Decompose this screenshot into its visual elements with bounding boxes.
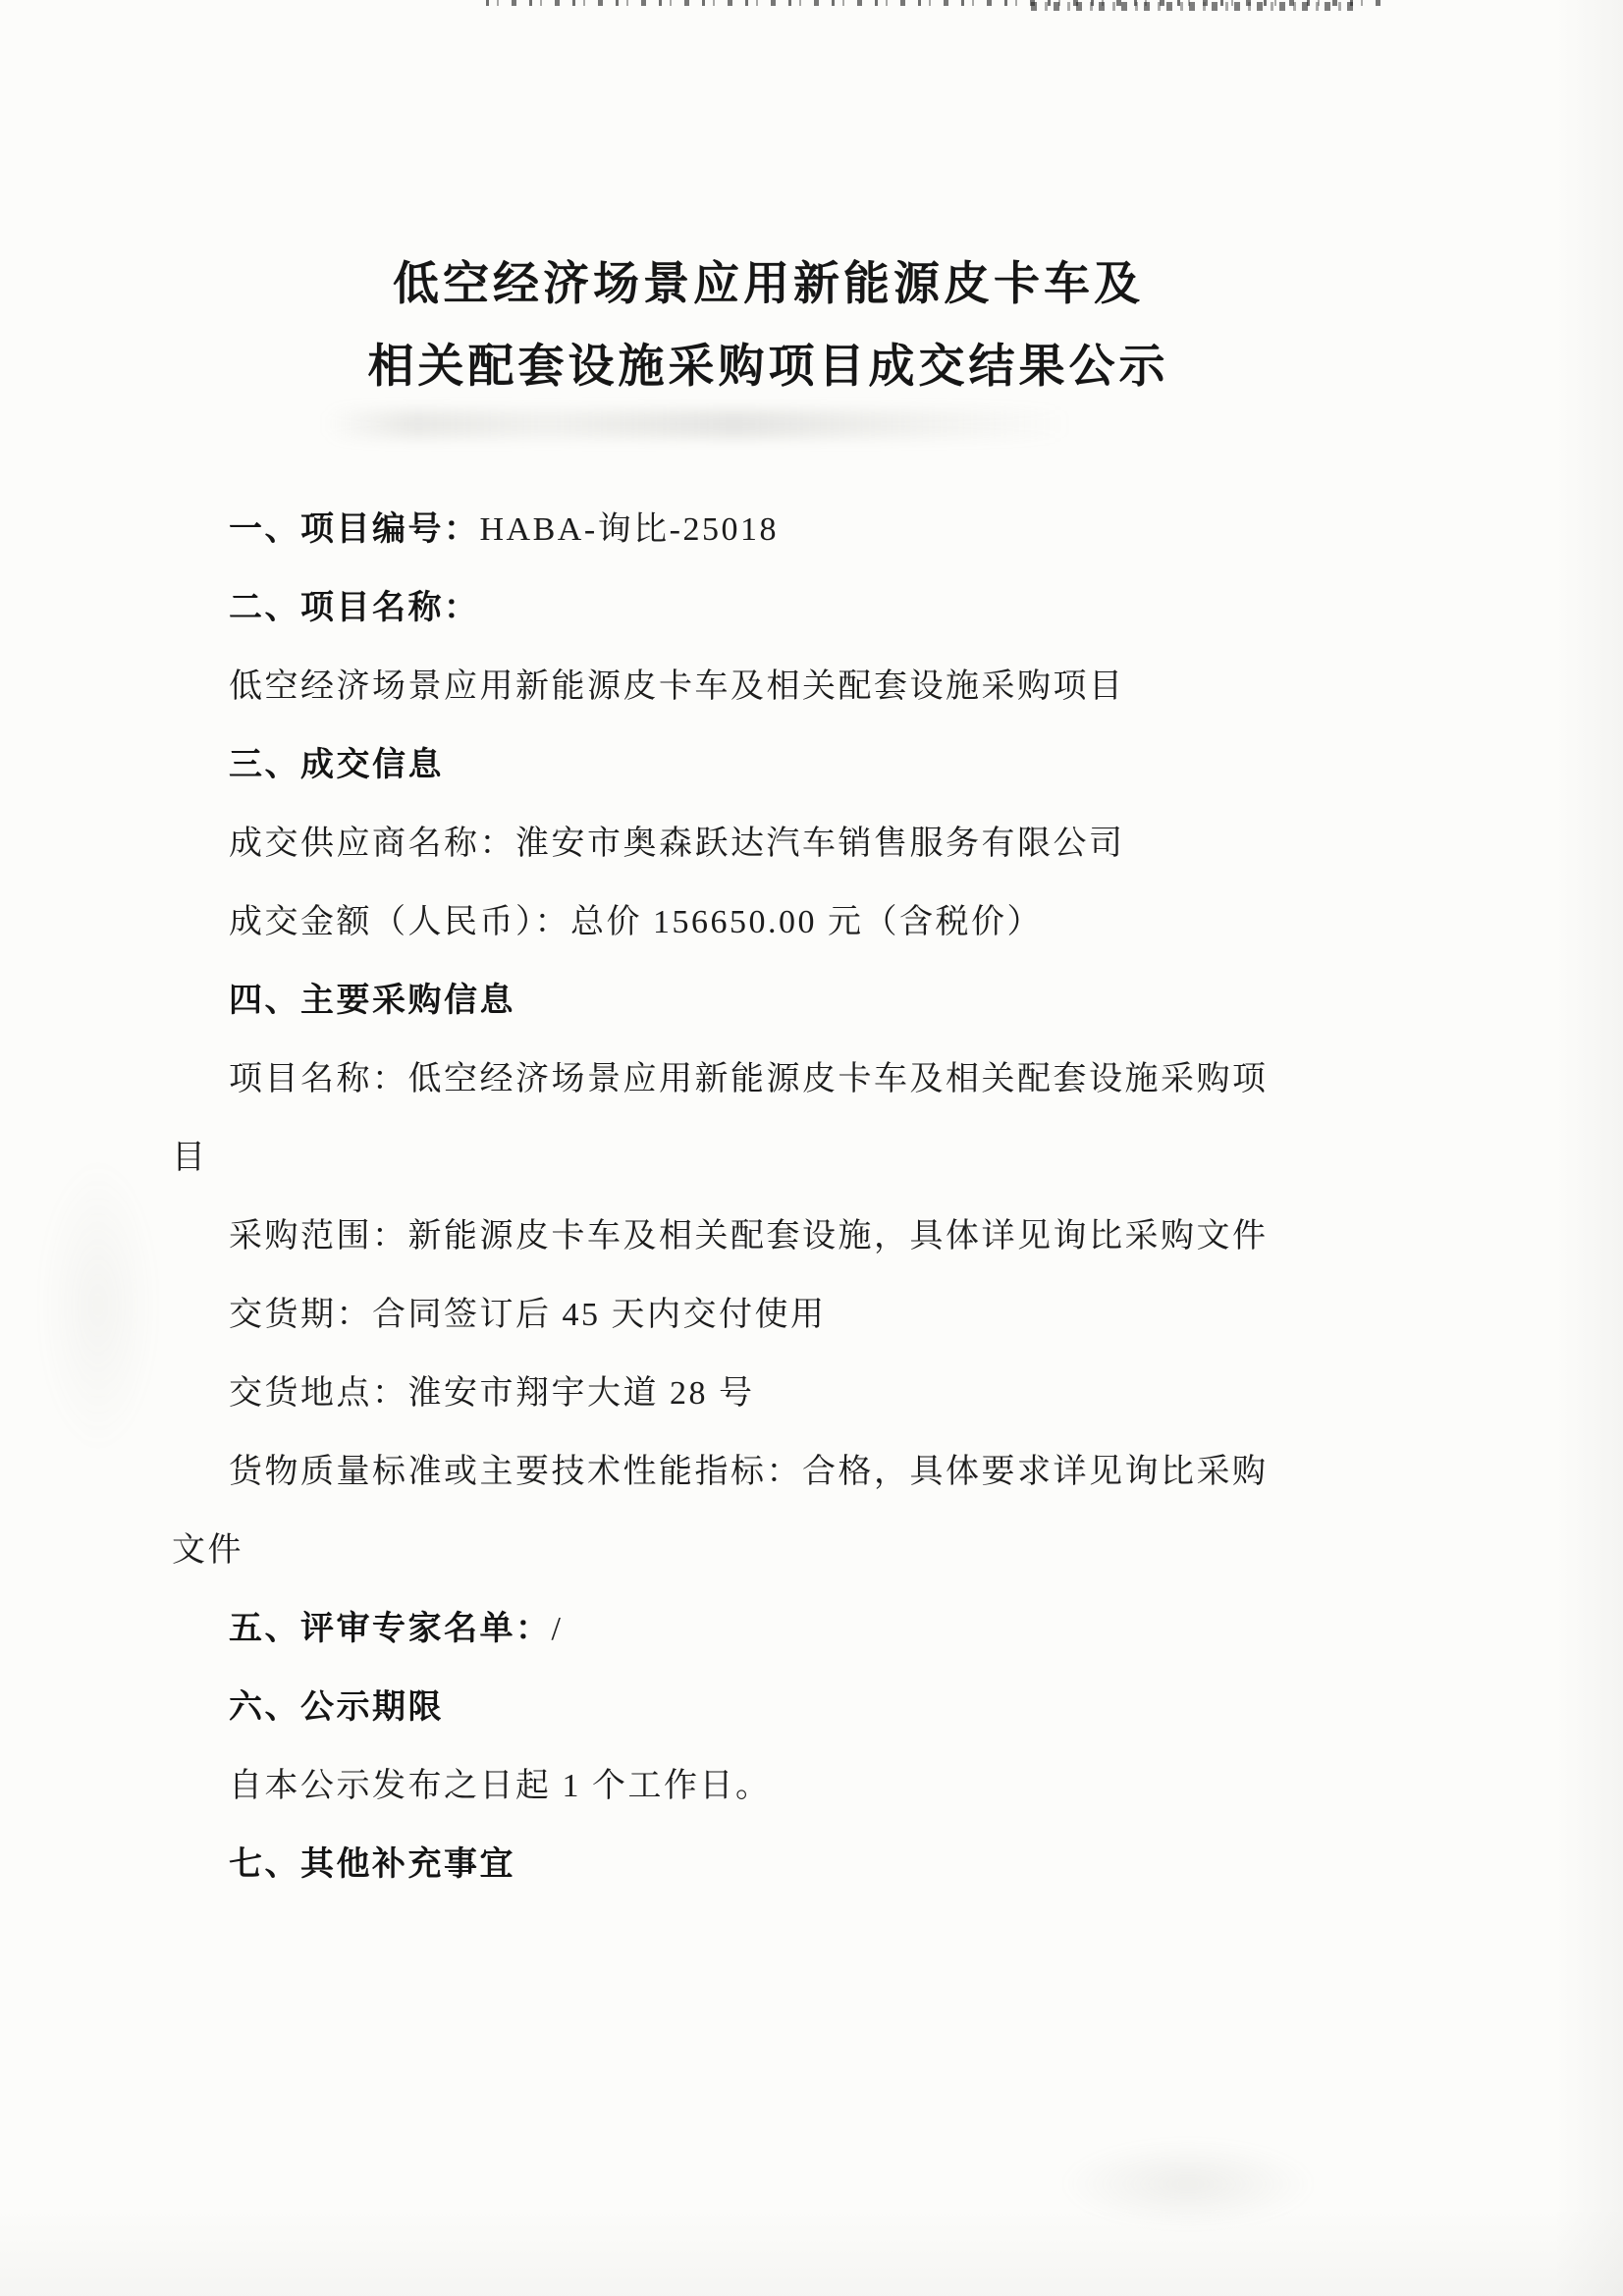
document-title [172, 243, 1365, 408]
scan-edge-shade-bottom [0, 2208, 1623, 2296]
document-body [172, 491, 1389, 1904]
quality-line-2: 文件 [172, 1532, 243, 1569]
amount-line: 成交金额（人民币）：总价 156650.00 元（含税价） [229, 904, 1043, 940]
project-number-value: HABA-询比-25018 [479, 511, 779, 548]
document-title-line-2: 相关配套设施采购项目成交结果公示 [367, 342, 1169, 393]
procurement-project-name-line-1: 项目名称：低空经济场景应用新能源皮卡车及相关配套设施采购项 [229, 1061, 1269, 1097]
experts-label: 五、评审专家名单： [229, 1611, 552, 1647]
scan-noise-top-right [1031, 2, 1355, 11]
supplier-line: 成交供应商名称：淮安市奥森跃达汽车销售服务有限公司 [229, 826, 1125, 862]
project-number-line [172, 491, 1389, 569]
print-bleed-smudge [324, 410, 1070, 438]
scope-line: 采购范围：新能源皮卡车及相关配套设施，具体详见询比采购文件 [229, 1218, 1269, 1255]
project-name-value: 低空经济场景应用新能源皮卡车及相关配套设施采购项目 [229, 668, 1125, 705]
publicity-period-heading: 六、公示期限 [229, 1689, 444, 1726]
other-heading: 七、其他补充事宜 [229, 1846, 515, 1883]
scan-smudge-bottom [1060, 2140, 1316, 2228]
project-name-heading: 二、项目名称： [229, 590, 480, 626]
scan-smudge-left [39, 1158, 157, 1453]
procurement-project-name-line-2: 目 [172, 1140, 208, 1176]
experts-line [172, 1590, 1389, 1669]
deal-info-heading: 三、成交信息 [229, 747, 444, 783]
document-title-line-1: 低空经济场景应用新能源皮卡车及 [393, 259, 1144, 310]
publicity-period-line: 自本公示发布之日起 1 个工作日。 [229, 1768, 772, 1804]
delivery-period-line: 交货期：合同签订后 45 天内交付使用 [229, 1297, 827, 1333]
project-number-label: 一、项目编号： [229, 511, 480, 548]
main-procurement-heading: 四、主要采购信息 [229, 983, 515, 1019]
experts-value: / [551, 1611, 564, 1647]
delivery-place-line: 交货地点：淮安市翔宇大道 28 号 [229, 1375, 755, 1412]
scan-edge-shade-right [1554, 0, 1623, 2296]
quality-line-1: 货物质量标准或主要技术性能指标：合格，具体要求详见询比采购 [229, 1454, 1269, 1490]
